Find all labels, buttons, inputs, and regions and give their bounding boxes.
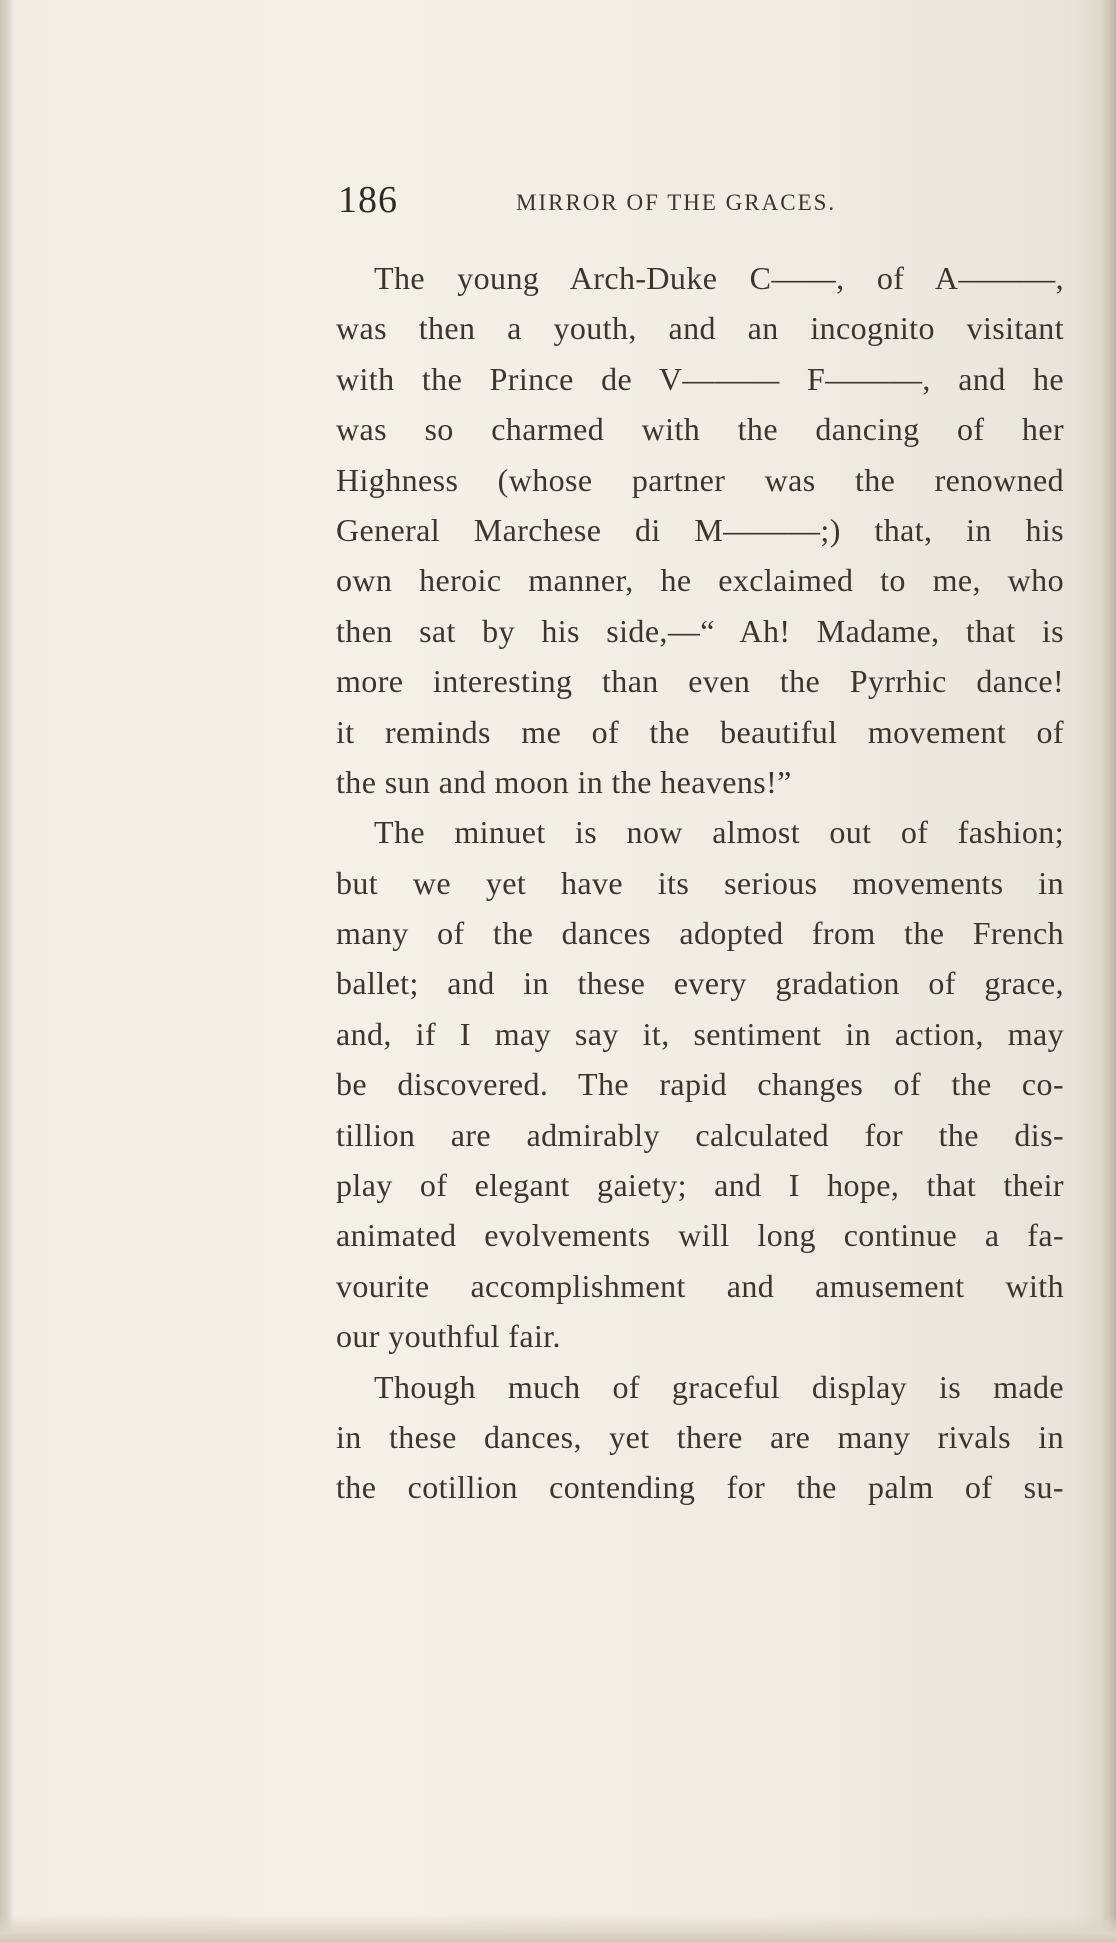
text-line: General Marchese di M———;) that, in his [336, 511, 1064, 548]
page-right-edge [1100, 0, 1116, 1942]
text-line: more interesting than even the Pyrrhic dance! [336, 663, 1064, 700]
running-head: MIRROR OF THE GRACES. [516, 190, 837, 215]
text-line: and, if I may say it, sentiment in action, may [336, 1015, 1064, 1052]
text-line: animated evolvements will long continue a fa- [336, 1217, 1064, 1254]
text-line: but we yet have its serious movements in [336, 864, 1064, 901]
text-line: vourite accomplishment and amusement with [336, 1267, 1064, 1304]
text-line: ballet; and in these every gradation of grace, [336, 965, 1064, 1002]
text-line: was then a youth, and an incognito visitant [336, 310, 1064, 347]
text-line: our youthful fair. [336, 1318, 561, 1355]
text-line: many of the dances adopted from the French [336, 915, 1064, 952]
page-number: 186 [338, 179, 398, 221]
text-line: own heroic manner, he exclaimed to me, who [336, 562, 1064, 599]
page-bottom-edge [0, 1914, 1116, 1942]
text-line: with the Prince de V——— F———, and he [336, 360, 1064, 397]
text-line: Though much of graceful display is made [374, 1368, 1064, 1405]
text-line: the sun and moon in the heavens!” [336, 763, 792, 800]
text-line: in these dances, yet there are many rivals in [336, 1418, 1064, 1455]
text-line: play of elegant gaiety; and I hope, that their [336, 1167, 1064, 1204]
text-line: was so charmed with the dancing of her [336, 411, 1064, 448]
text-line: be discovered. The rapid changes of the co- [336, 1066, 1064, 1103]
text-line: tillion are admirably calculated for the dis- [336, 1116, 1064, 1153]
page-left-edge [0, 0, 14, 1942]
text-line: The young Arch-Duke C——, of A———, [374, 260, 1064, 296]
body-text [336, 253, 1064, 1513]
text-line: it reminds me of the beautiful movement of [336, 713, 1064, 750]
text-line: The minuet is now almost out of fashion; [374, 814, 1064, 851]
text-line: Highness (whose partner was the renowned [336, 461, 1064, 498]
page-header [338, 178, 938, 228]
text-line: then sat by his side,—“ Ah! Madame, that is [336, 612, 1064, 649]
text-line: the cotillion contending for the palm of su- [336, 1469, 1064, 1506]
